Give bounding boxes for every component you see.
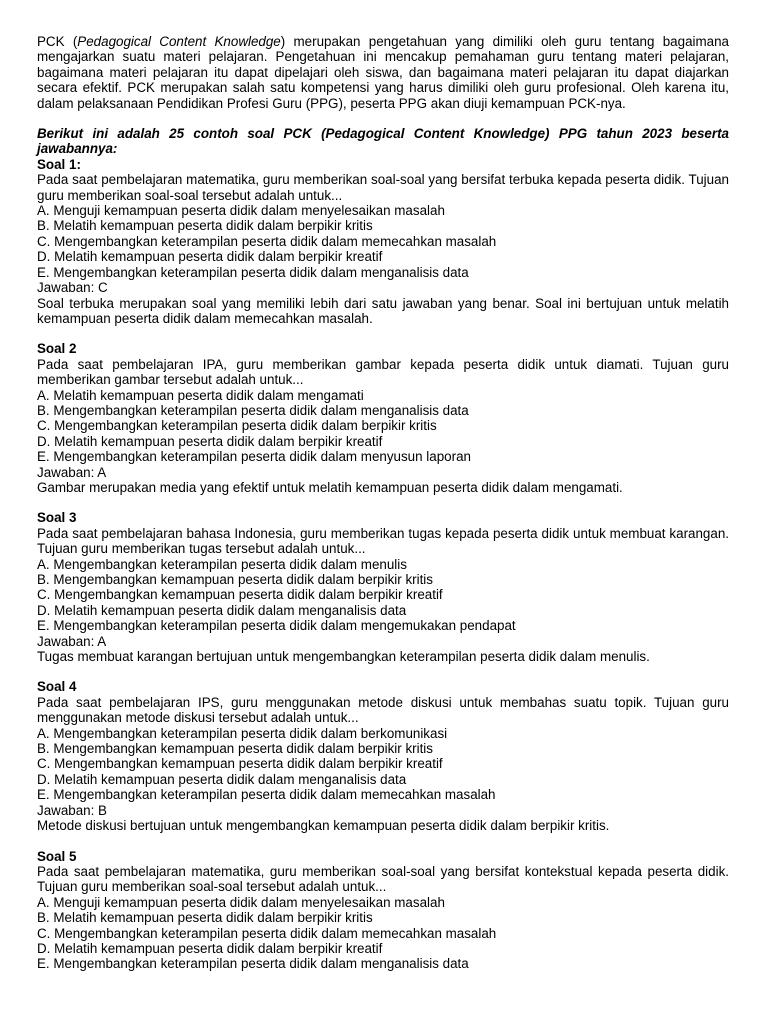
question-2 bbox=[37, 341, 729, 495]
option-a: A. Mengembangkan keterampilan peserta didik dalam menulis bbox=[37, 556, 407, 572]
option-d: D. Melatih kemampuan peserta didik dalam menganalisis data bbox=[37, 771, 407, 787]
explanation: Gambar merupakan media yang efektif untuk melatih kemampuan peserta didik dalam mengamati. bbox=[37, 479, 623, 495]
option-a: A. Menguji kemampuan peserta didik dalam menyelesaikan masalah bbox=[37, 203, 445, 219]
option-d: D. Melatih kemampuan peserta didik dalam berpikir kreatif bbox=[37, 940, 383, 956]
question-title: Soal 2 bbox=[37, 341, 77, 357]
option-b: B. Mengembangkan kemampuan peserta didik dalam berpikir kritis bbox=[37, 572, 433, 587]
answer: Jawaban: A bbox=[37, 464, 107, 480]
option-b: B. Mengembangkan keterampilan peserta didik dalam menganalisis data bbox=[37, 402, 469, 418]
option-e: E. Mengembangkan keterampilan peserta didik dalam menganalisis data bbox=[37, 264, 469, 280]
list-heading: Berikut ini adalah 25 contoh soal PCK (Pedagogical Content Knowledge) PPG tahun 2023 beserta jawabannya: bbox=[37, 126, 729, 157]
intro-emphasis: Pedagogical Content Knowledge bbox=[77, 34, 281, 49]
option-d: D. Melatih kemampuan peserta didik dalam menganalisis data bbox=[37, 602, 407, 618]
option-c: C. Mengembangkan kemampuan peserta didik dalam berpikir kreatif bbox=[37, 587, 443, 603]
explanation: Metode diskusi bertujuan untuk mengembangkan kemampuan peserta didik dalam berpikir kritis. bbox=[37, 818, 610, 834]
option-d: D. Melatih kemampuan peserta didik dalam berpikir kreatif bbox=[37, 249, 383, 265]
option-a: A. Menguji kemampuan peserta didik dalam menyelesaikan masalah bbox=[37, 894, 445, 910]
question-text: Pada saat pembelajaran IPS, guru menggunakan metode diskusi untuk membahas suatu topik. Tujuan guru menggunakan metode diskusi tersebut adalah untuk... bbox=[37, 694, 729, 726]
question-4 bbox=[37, 679, 729, 833]
question-text: Pada saat pembelajaran matematika, guru memberikan soal-soal yang bersifat terbuka kepada peserta didik. Tujuan guru memberikan soal-soal tersebut adalah untuk... bbox=[37, 172, 729, 203]
question-title: Soal 1: bbox=[37, 156, 81, 172]
option-c: C. Mengembangkan kemampuan peserta didik dalam berpikir kreatif bbox=[37, 756, 443, 772]
option-e: E. Mengembangkan keterampilan peserta didik dalam menganalisis data bbox=[37, 956, 469, 972]
question-5 bbox=[37, 849, 729, 972]
option-e: E. Mengembangkan keterampilan peserta didik dalam mengemukakan pendapat bbox=[37, 618, 516, 634]
option-e: E. Mengembangkan keterampilan peserta didik dalam menyusun laporan bbox=[37, 449, 471, 465]
intro-prefix: PCK ( bbox=[37, 34, 78, 49]
option-a: A. Mengembangkan keterampilan peserta didik dalam berkomunikasi bbox=[37, 725, 448, 741]
question-title: Soal 5 bbox=[37, 848, 77, 864]
question-3 bbox=[37, 510, 729, 664]
intro-paragraph bbox=[37, 34, 729, 111]
explanation: Soal terbuka merupakan soal yang memiliki lebih dari satu jawaban yang benar. Soal ini bertujuan untuk melatih kemampuan peserta didik dalam memecahkan masalah. bbox=[37, 295, 729, 326]
option-a: A. Melatih kemampuan peserta didik dalam mengamati bbox=[37, 387, 364, 403]
question-text: Pada saat pembelajaran IPA, guru memberikan gambar kepada peserta didik untuk diamati. Tujuan guru memberikan gambar tersebut adalah untuk... bbox=[37, 356, 729, 388]
option-b: B. Mengembangkan kemampuan peserta didik dalam berpikir kritis bbox=[37, 741, 433, 757]
question-title: Soal 3 bbox=[37, 510, 77, 526]
question-text: Pada saat pembelajaran matematika, guru memberikan soal-soal yang bersifat kontekstual kepada peserta didik. Tujuan guru memberikan soal-soal tersebut adalah untuk... bbox=[37, 863, 729, 895]
option-b: B. Melatih kemampuan peserta didik dalam berpikir kritis bbox=[37, 218, 373, 234]
option-c: C. Mengembangkan keterampilan peserta didik dalam berpikir kritis bbox=[37, 418, 437, 434]
intro-suffix: ) merupakan pengetahuan yang dimiliki oleh guru tentang bagaimana mengajarkan suatu materi pelajaran. Pengetahuan ini mencakup pemahaman guru tentang materi pelajaran, bagaimana materi pelajaran itu dapat dipelajari oleh siswa, dan bagaimana materi pelajaran itu dapat diajarkan secara efektif. PCK merupakan salah satu kompetensi yang harus dimiliki oleh guru profesional. Oleh karena itu, dalam pelaksanaan Pendidikan Profesi Guru (PPG), peserta PPG akan diuji kemampuan PCK-nya. bbox=[37, 34, 730, 111]
question-title: Soal 4 bbox=[37, 679, 77, 695]
answer: Jawaban: C bbox=[37, 280, 108, 296]
answer: Jawaban: B bbox=[37, 802, 107, 818]
option-e: E. Mengembangkan keterampilan peserta didik dalam memecahkan masalah bbox=[37, 787, 496, 803]
option-c: C. Mengembangkan keterampilan peserta didik dalam memecahkan masalah bbox=[37, 925, 497, 941]
explanation: Tugas membuat karangan bertujuan untuk mengembangkan keterampilan peserta didik dalam menulis. bbox=[37, 649, 650, 665]
option-d: D. Melatih kemampuan peserta didik dalam berpikir kreatif bbox=[37, 433, 383, 449]
question-1 bbox=[37, 157, 729, 326]
question-text: Pada saat pembelajaran bahasa Indonesia, guru memberikan tugas kepada peserta didik untuk membuat karangan. Tujuan guru memberikan tugas tersebut adalah untuk... bbox=[37, 525, 729, 557]
option-b: B. Melatih kemampuan peserta didik dalam berpikir kritis bbox=[37, 910, 373, 926]
answer: Jawaban: A bbox=[37, 633, 107, 649]
option-c: C. Mengembangkan keterampilan peserta didik dalam memecahkan masalah bbox=[37, 233, 497, 249]
